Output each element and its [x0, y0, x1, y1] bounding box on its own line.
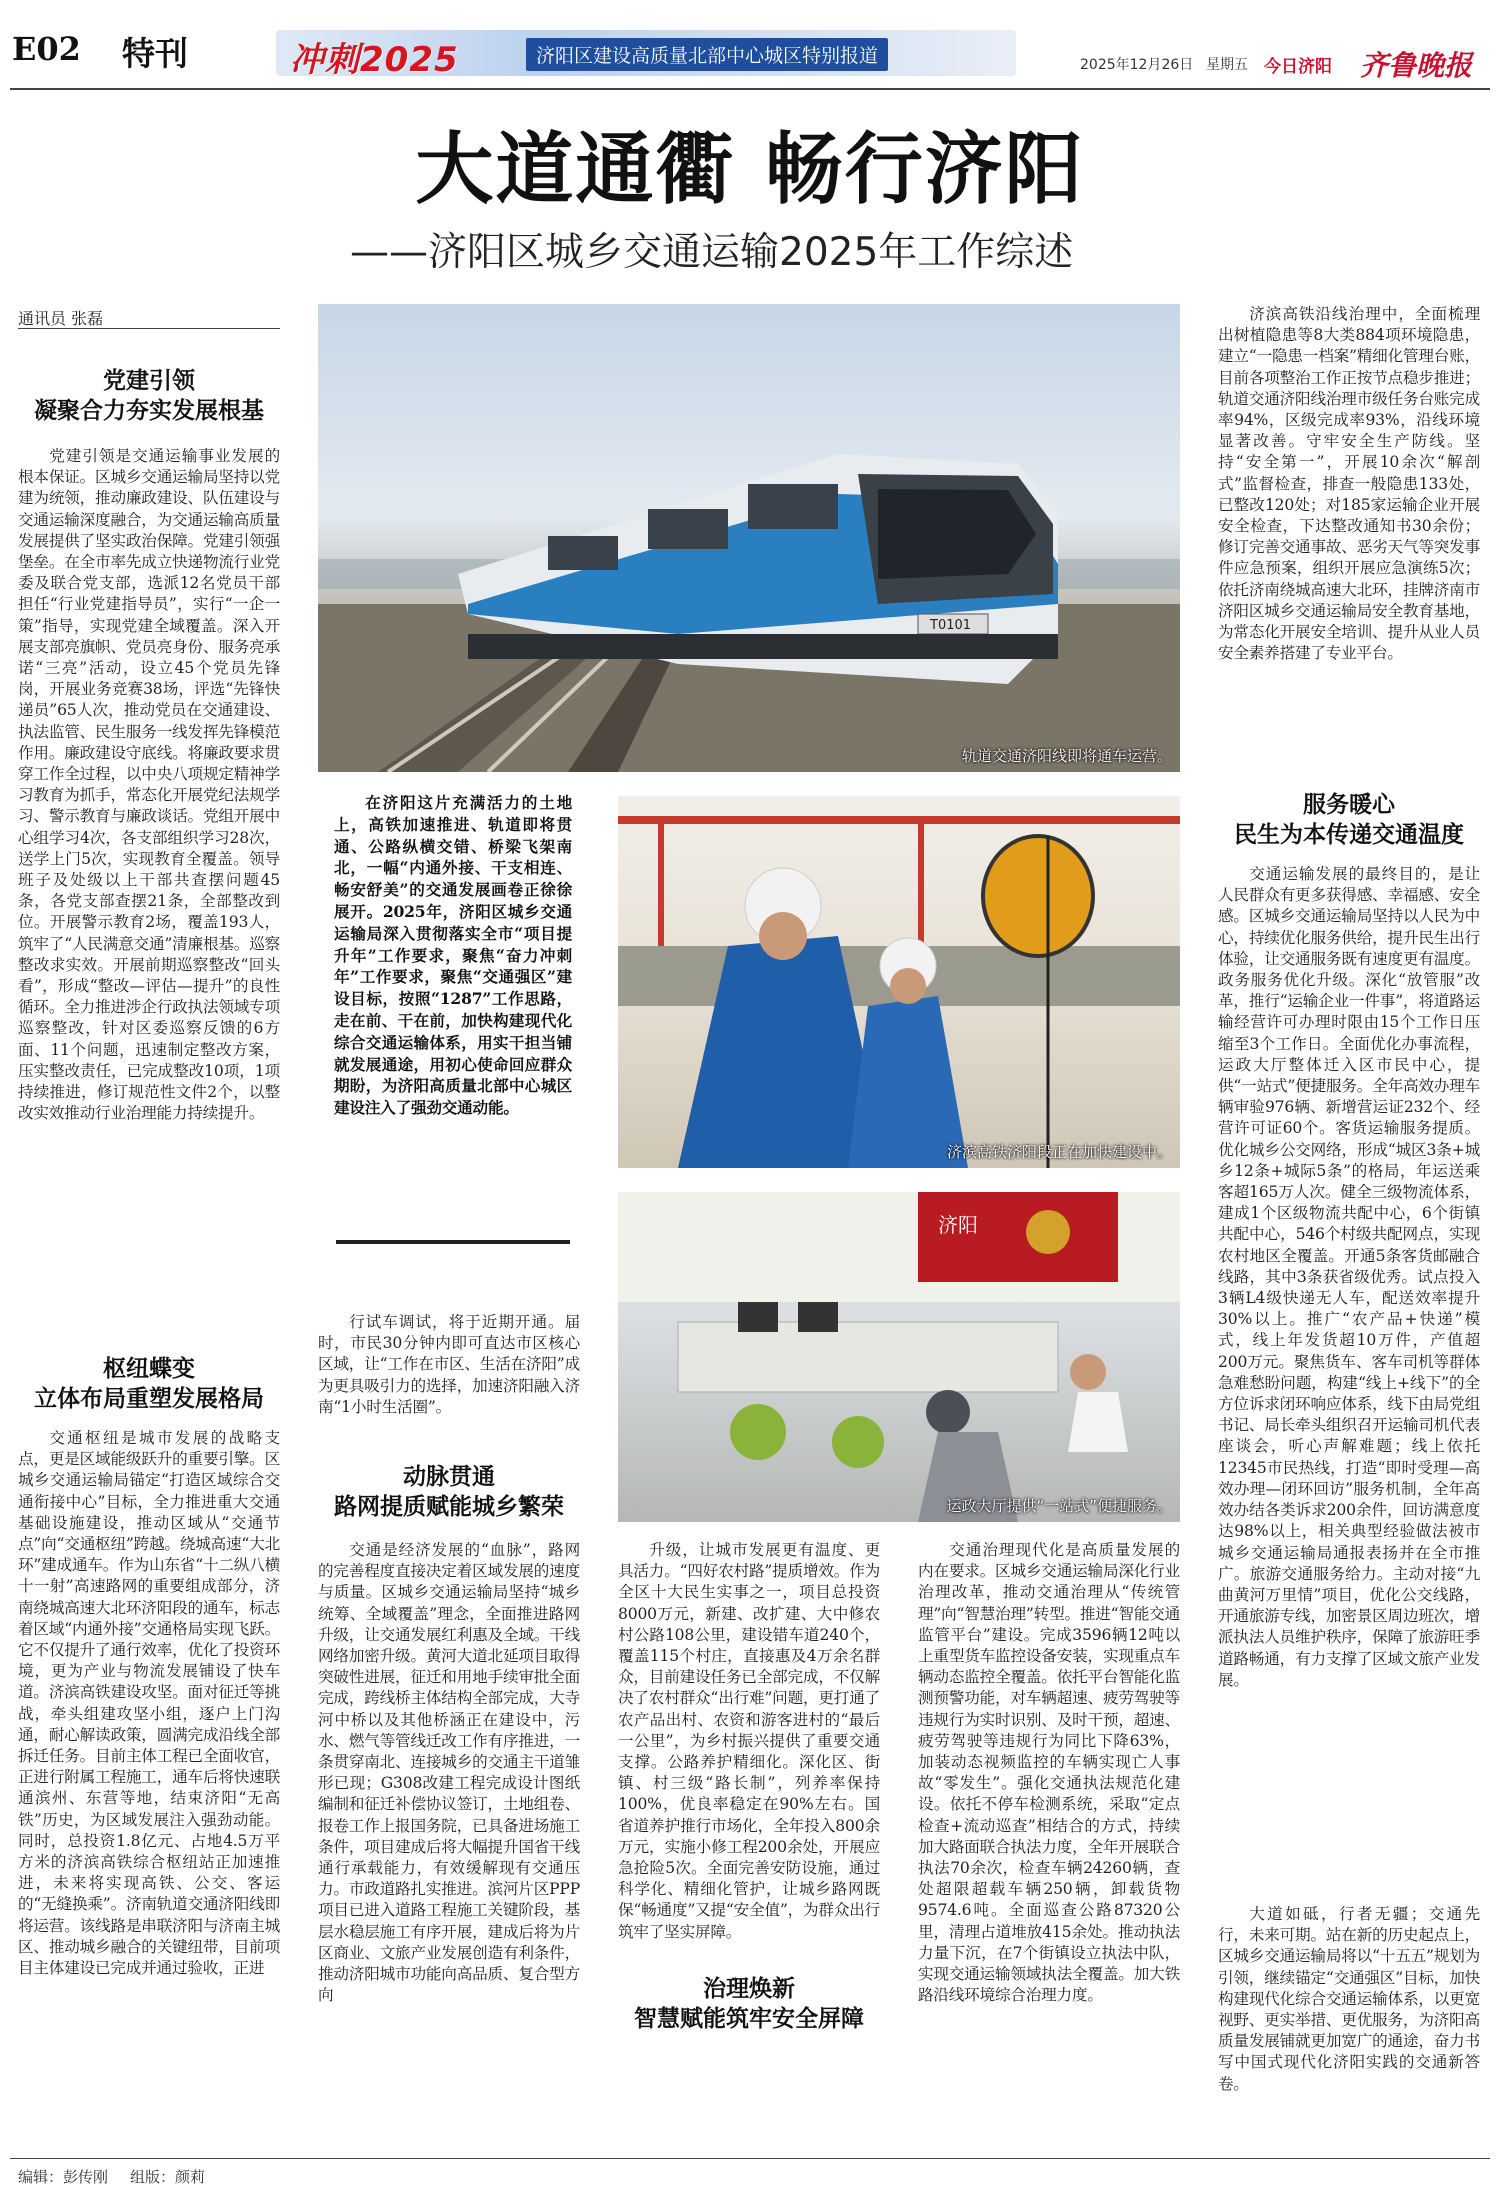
article-body-hub-continued: 行试车调试，将于近期开通。届时，市民30分钟内即可直达市区核心区域，让“工作在市区、生活在济阳”成为更具吸引力的选择，加速济阳融入济南“1小时生活圈”。 — [318, 1313, 580, 1416]
section-title-line: 立体布局重塑发展格局 — [34, 1386, 264, 1412]
article-body-governance: 交通治理现代化是高质量发展的内在要求。区城乡交通运输局深化行业治理改革，推动交通治理从“传统管理”向“智慧治理”转型。推进“智能交通监管平台”建设。完成3596辆12吨以上重型货车监控设备安装，实现重点车辆动态监控全覆盖。依托平台智能化监测预警功能，对车辆超速、疲劳驾驶等违规行为实时识别、及时干预，超速、疲劳驾驶等违规行为同比下降63%，加装动态视频监控的车辆实现亡人事故“零发生”。强化交通执法规范化建设。依托不停车检测系统，采取“定点检查+流动巡查”相结合的方式，持续加大路面联合执法力度，全年开展联合执法70余次，检查车辆24260辆，查处超限超载车辆250辆，卸载货物9574.6吨。全面巡查公路87320公里，清理占道堆放415余处。推动执法力量下沉，在7个街镇设立执法中队，实现交通运输领域执法全覆盖。加大铁路沿线环境综合治理力度。 — [918, 1541, 1180, 2005]
footer-editor: 编辑：彭传刚 — [18, 2168, 109, 2186]
section-title-line: 动脉贯通 — [403, 1464, 495, 1490]
issue-weekday: 星期五 — [1206, 57, 1248, 73]
train-illustration — [318, 304, 1180, 772]
byline-rule — [18, 328, 280, 329]
hall-illustration — [618, 1192, 1180, 1522]
section-title-party — [18, 366, 280, 426]
special-banner — [276, 30, 1016, 76]
section-title-roads — [318, 1462, 580, 1522]
subheadline: ——济阳区城乡交通运输2025年工作综述 — [350, 230, 1074, 275]
article-body-party: 党建引领是交通运输事业发展的根本保证。区城乡交通运输局坚持以党建为统领，推动廉政建设、队伍建设与交通运输深度融合，为交通运输高质量发展提供了坚实政治保障。党建引领强堡垒。在全市率先成立快递物流行业党委及联合党支部，选派12名党员干部担任“行业党建指导员”，实行“一企一策”指导，实现党建全域覆盖。深入开展支部亮旗帜、党员亮身份、服务亮承诺“三亮”活动，设立45个党员先锋岗，开展业务竞赛38场，评选“先锋快递员”65人次，推动党员在交通建设、执法监管、民生服务一线发挥先锋模范作用。廉政建设守底线。将廉政要求贯穿工作全过程，以中央八项规定精神学习教育为抓手，常态化开展党纪法规学习、警示教育与廉政谈话。党组开展中心组学习4次，各支部组织学习28次，送学上门5次，实现教育全覆盖。领导班子及处级以上干部共查摆问题45条，各党支部查摆21条，全部整改到位。开展警示教育2场，覆盖193人，筑牢了“人民满意交通”清廉根基。巡察整改求实效。开展前期巡察整改“回头看”，形成“整改—评估—提升”的良性循环。全力推进涉企行政执法领域专项巡察整改，针对区委巡察反馈的6方面、11个问题，迅速制定整改方案，压实整改责任，已完成整改10项，1项持续推进，修订规范性文件2个，以整改实效推动行业治理能力持续提升。 — [18, 447, 280, 1123]
article-body-safety: 济滨高铁沿线治理中，全面梳理出树植隐患等8大类884项环境隐患，建立“一隐患一档案”精细化管理台账，目前各项整治工作正按节点稳步推进；轨道交通济阳线治理市级任务台账完成率94%，区级完成率93%，沿线环境显著改善。守牢安全生产防线。坚持“安全第一”，开展10余次“解剖式”监督检查，排查一般隐患133处，已整改120处；对185家运输企业开展安全检查，下达整改通知书30余份；修订完善交通事故、恶劣天气等突发事件应急预案，组织开展应急演练5次；依托济南绕城高速大北环，挂牌济南市济阳区城乡交通运输局安全教育基地，为常态化开展安全培训、提升从业人员安全素养搭建了专业平台。 — [1218, 305, 1480, 663]
photo-caption: 济滨高铁济阳段正在加快建设中。 — [946, 1143, 1172, 1161]
footer-rule — [10, 2158, 1490, 2159]
photo-light-rail — [318, 304, 1180, 772]
banner-subtitle-text: 济阳区建设高质量北部中心城区特别报道 — [536, 45, 879, 67]
section-title-line: 路网提质赋能城乡繁荣 — [334, 1494, 564, 1520]
workers-illustration — [618, 796, 1180, 1168]
section-title-line: 凝聚合力夯实发展根基 — [34, 398, 264, 424]
section-title-line: 智慧赋能筑牢安全屏障 — [634, 2006, 864, 2032]
wall-sign: 济阳 — [938, 1213, 978, 1237]
section-title-line: 服务暖心 — [1303, 792, 1395, 818]
article-body-roads: 交通是经济发展的“血脉”，路网的完善程度直接决定着区域发展的速度与质量。区城乡交通运输局坚持“城乡统筹、全域覆盖”理念，全面推进路网升级，让交通发展红利惠及全域。干线网络加密升级。黄河大道北延项目取得突破性进展，征迁和用地手续审批全面完成，跨线桥主体结构全部完成，大寺河中桥以及其他桥涵正在建设中，污水、燃气等管线迁改工作有序推进，一条贯穿南北、连接城乡的交通主干道雏形已现；G308改建工程完成设计图纸编制和征迁补偿协议签订，土地组卷、报卷工作上报国务院，已具备进场施工条件，项目建成后将大幅提升国省干线通行承载能力，有效缓解现有交通压力。市政道路扎实推进。滨河片区PPP项目已进入道路工程施工关键阶段，基层水稳层施工有序开展，建成后将为片区商业、文旅产业发展创造有利条件，推动济阳城市功能向高品质、复合型方向 — [318, 1541, 580, 2005]
section-title-hub — [18, 1354, 280, 1414]
photo-rail-construction — [618, 796, 1180, 1168]
section-name: 特刊 — [122, 34, 188, 73]
banner-title: 冲刺2025 — [290, 40, 459, 76]
issue-date: 2025年12月26日 — [1080, 57, 1194, 73]
article-conclusion: 大道如砥，行者无疆；交通先行，未来可期。站在新的历史起点上，区城乡交通运输局将以“十五五”规划为引领，继续锚定“交通强区”目标，加快构建现代化综合交通运输体系，以更宽视野、更实举措、更优服务，为济阳高质量发展铺就更加宽广的通途，奋力书写中国式现代化济阳实践的交通新答卷。 — [1218, 1905, 1480, 2093]
photo-caption: 轨道交通济阳线即将通车运营。 — [961, 747, 1172, 765]
section-title-governance — [618, 1974, 880, 2034]
headline: 大道通衢 畅行济阳 — [415, 124, 1085, 215]
intro-rule — [336, 1240, 570, 1244]
train-number: T0101 — [930, 618, 972, 633]
page-number: E02 — [12, 30, 81, 68]
column-name: 今日济阳 — [1264, 57, 1332, 77]
footer-layout: 组版：颜莉 — [130, 2168, 206, 2186]
article-body-hub: 交通枢纽是城市发展的战略支点，更是区域能级跃升的重要引擎。区城乡交通运输局锚定“打造区域综合交通衔接中心”目标，全力推进重大交通基础设施建设，推动区域从“交通节点”向“交通枢纽”跨越。绕城高速“大北环”建成通车。作为山东省“十二纵八横十一射”高速路网的重要组成部分，济南绕城高速大北环济阳段的通车，标志着区域“内通外接”交通格局实现飞跃。它不仅提升了通行效率，优化了投资环境，更为产业与物流发展铺设了快车道。济滨高铁建设攻坚。面对征迁等挑战，牵头组建攻坚小组，逐户上门沟通，耐心解读政策，圆满完成沿线全部拆迁任务。目前主体工程已全面收官，正进行附属工程施工，通车后将快速联通滨州、东营等地，结束济阳“无高铁”历史，为区域发展注入强劲动能。同时，总投资1.8亿元、占地4.5万平方米的济滨高铁综合枢纽站正加速推进，未来将实现高铁、公交、客运的“无缝换乘”。济南轨道交通济阳线即将运营。该线路是串联济阳与济南主城区、推动城乡融合的关键纽带，目前项目主体建设已完成并通过验收，正进 — [18, 1429, 280, 1978]
banner-subtitle — [526, 38, 888, 71]
section-title-line: 党建引领 — [103, 368, 195, 394]
newspaper-logo: 齐鲁晚报 — [1360, 49, 1473, 82]
section-title-line: 民生为本传递交通温度 — [1234, 822, 1464, 848]
article-intro: 在济阳这片充满活力的土地上，高铁加速推进、轨道即将贯通、公路纵横交错、桥梁飞架南北，一幅“内通外接、干支相连、畅安舒美”的交通发展画卷正徐徐展开。2025年，济阳区城乡交通运输局深入贯彻落实全市“项目提升年”工作要求，聚焦“奋力冲刺年”工作要求，聚焦“交通强区”建设目标，按照“1287”工作思路，走在前、干在前，加快构建现代化综合交通运输体系，用实干担当铺就发展通途，用初心使命回应群众期盼，为济阳高质量北部中心城区建设注入了强劲交通动能。 — [334, 793, 572, 1118]
section-title-service — [1218, 790, 1480, 850]
header-rule — [10, 88, 1490, 90]
section-title-line: 枢纽蝶变 — [103, 1356, 195, 1382]
article-body-service: 交通运输发展的最终目的，是让人民群众有更多获得感、幸福感、安全感。区城乡交通运输局坚持以人民为中心，持续优化服务供给，提升民生出行体验，让交通服务既有速度更有温度。政务服务优化升级。深化“放管服”改革，推行“运输企业一件事”，将道路运输经营许可办理时限由15个工作日压缩至3个工作日。全面优化办事流程，运政大厅整体迁入区市民中心，提供“一站式”便捷服务。全年高效办理车辆审验976辆、新增营运证232个、经营许可证60个。客货运输服务提质。优化城乡公交网络，形成“城区3条+城乡12条+城际5条”的格局，年运送乘客超165万人次。健全三级物流体系，建成1个区级物流共配中心，6个街镇共配中心，546个村级共配网点，实现农村地区全覆盖。开通5条客货邮融合线路，其中3条获省级优秀。试点投入3辆L4级快递无人车，配送效率提升30%以上。推广“农产品+快递”模式，线上年发货超10万件，产值超200万元。聚焦货车、客车司机等群体急难愁盼问题，构建“线上+线下”的全方位诉求闭环响应体系，线下由局党组书记、局长牵头组织召开运输司机代表座谈会，听心声解难题；线上依托12345市民热线，打造“即时受理—高效办理—闭环回访”服务机制，全年高效办结各类诉求200余件，回访满意度达98%以上，相关典型经验做法被市城乡交通运输局通报表扬并在全市推广。旅游交通服务给力。主动对接“九曲黄河万里情”项目，优化公交线路，开通旅游专线，加密景区周边班次，增派执法人员维护秩序，保障了旅游旺季道路畅通，有力支撑了区域文旅产业发展。 — [1218, 865, 1480, 1689]
photo-service-hall — [618, 1192, 1180, 1522]
byline: 通讯员 张磊 — [18, 309, 104, 328]
photo-caption: 运政大厅提供“一站式”便捷服务。 — [946, 1497, 1172, 1515]
section-title-line: 治理焕新 — [703, 1976, 795, 2002]
article-body-roads-continued: 升级，让城市发展更有温度、更具活力。“四好农村路”提质增效。作为全区十大民生实事之一，项目总投资8000万元，新建、改扩建、大中修农村公路108公里，建设错车道240个，覆盖115个村庄，直接惠及4万余名群众，目前建设任务已全部完成，不仅解决了农村群众“出行难”问题，更打通了农产品出村、农资和游客进村的“最后一公里”，为乡村振兴提供了重要交通支撑。公路养护精细化。深化区、街镇、村三级“路长制”，列养率保持100%，优良率稳定在90%左右。国省道养护推行市场化，全年投入800余万元，实施小修工程200余处，开展应急抢险5次。全面完善安防设施，通过科学化、精细化管护，让城乡路网既保“畅通度”又提“安全值”，为群众出行筑牢了坚实屏障。 — [618, 1541, 880, 1941]
